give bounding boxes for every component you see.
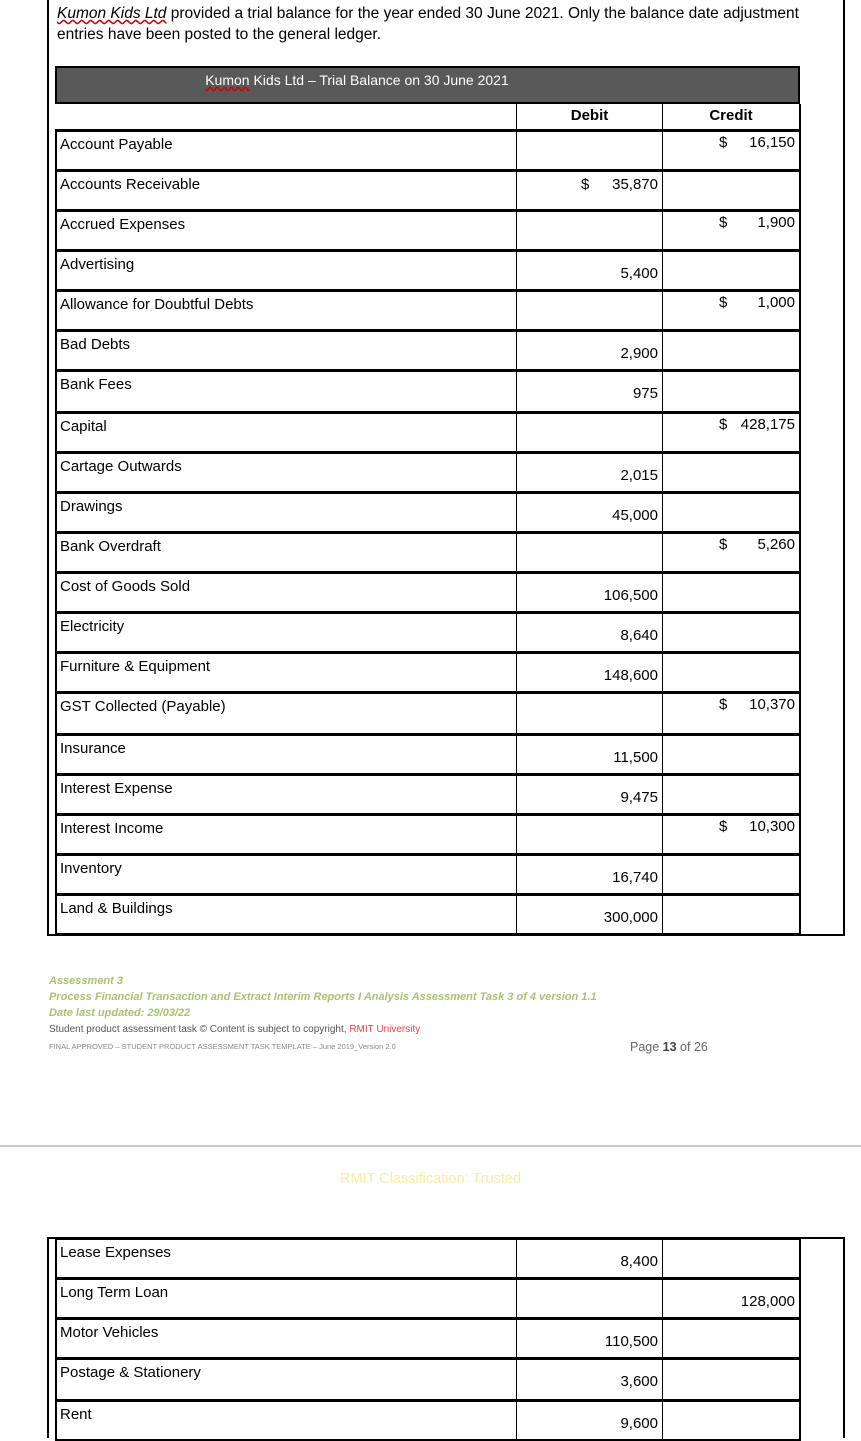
currency-symbol: $ (719, 536, 728, 553)
account-name: Capital (60, 418, 107, 435)
account-name: Account Payable (60, 136, 173, 153)
account-name: Interest Income (60, 820, 164, 837)
table-header-row (55, 104, 801, 131)
table-row (55, 1239, 801, 1279)
credit-cell (662, 855, 801, 895)
debit-cell (516, 211, 663, 251)
debit-cell (516, 653, 663, 693)
account-cell (55, 453, 517, 493)
table-row (55, 653, 801, 693)
debit-cell (516, 291, 663, 331)
debit-amount: 2,900 (620, 345, 658, 362)
account-name: Cartage Outwards (60, 458, 182, 475)
account-cell (55, 1401, 517, 1441)
debit-amount: 975 (632, 385, 658, 402)
debit-amount: 9,475 (620, 789, 658, 806)
table-row (55, 775, 801, 815)
credit-cell (662, 493, 801, 533)
account-cell (55, 251, 517, 291)
currency-symbol: $ (719, 818, 728, 835)
debit-cell (516, 331, 663, 371)
debit-amount: 148,600 (603, 667, 658, 684)
table-row (55, 331, 801, 371)
header-account-cell (55, 104, 517, 131)
debit-amount: 3,600 (620, 1373, 658, 1390)
page-number (630, 1040, 708, 1054)
debit-amount: 16,740 (612, 869, 658, 886)
credit-cell (662, 1401, 801, 1441)
debit-cell (516, 371, 663, 413)
classification-label: RMIT Classification: Trusted (339, 1171, 522, 1187)
account-name: Bank Overdraft (60, 538, 161, 555)
credit-cell (662, 895, 801, 935)
debit-amount: 9,600 (620, 1415, 658, 1432)
footer-rmit: RMIT University (349, 1024, 421, 1035)
debit-cell (516, 413, 663, 453)
credit-amount: 1,000 (757, 294, 795, 311)
table-row (55, 855, 801, 895)
debit-cell (516, 1319, 663, 1359)
table-row (55, 895, 801, 935)
account-name: Accrued Expenses (60, 216, 186, 233)
table-row (55, 1319, 801, 1359)
table-row (55, 371, 801, 413)
currency-symbol: $ (719, 214, 728, 231)
debit-amount: 2,015 (620, 467, 658, 484)
account-name: Accounts Receivable (60, 176, 201, 193)
page-current: 13 (662, 1040, 677, 1054)
credit-amount: 10,370 (749, 696, 795, 713)
credit-cell (662, 371, 801, 413)
debit-amount: 300,000 (603, 909, 658, 926)
currency-symbol: $ (581, 176, 590, 193)
table-row (55, 131, 801, 171)
account-cell (55, 855, 517, 895)
page-divider (0, 1145, 861, 1147)
credit-cell (662, 1359, 801, 1401)
intro-paragraph (57, 3, 837, 45)
intro-text: provided a trial balance for the year ended 30 June 2021. Only the balance date adjustment entries have been posted to the general ledger. (57, 5, 799, 43)
currency-symbol: $ (719, 134, 728, 151)
account-name: Drawings (60, 498, 123, 515)
table-row (55, 211, 801, 251)
debit-cell (516, 251, 663, 291)
account-name: Lease Expenses (60, 1244, 171, 1261)
table-row (55, 291, 801, 331)
currency-symbol: $ (719, 416, 728, 433)
credit-amount: 16,150 (749, 134, 795, 151)
debit-amount: 45,000 (612, 507, 658, 524)
page-of: of (676, 1040, 694, 1054)
credit-cell (662, 613, 801, 653)
table-row (55, 493, 801, 533)
credit-cell (662, 693, 801, 735)
account-cell (55, 1319, 517, 1359)
debit-cell (516, 1239, 663, 1279)
account-name: Electricity (60, 618, 125, 635)
table-row (55, 815, 801, 855)
account-cell (55, 1359, 517, 1401)
debit-cell (516, 895, 663, 935)
table-row (55, 735, 801, 775)
credit-cell (662, 573, 801, 613)
credit-cell (662, 291, 801, 331)
page-total: 26 (693, 1040, 708, 1054)
debit-amount: 8,640 (620, 627, 658, 644)
table-row (55, 1401, 801, 1441)
credit-cell (662, 131, 801, 171)
account-cell (55, 693, 517, 735)
account-cell (55, 1239, 517, 1279)
debit-cell (516, 693, 663, 735)
debit-cell (516, 131, 663, 171)
credit-cell (662, 815, 801, 855)
credit-cell (662, 453, 801, 493)
document-footer (49, 973, 729, 1053)
account-cell (55, 775, 517, 815)
credit-cell (662, 533, 801, 573)
footer-course: Process Financial Transaction and Extract Interim Reports I Analysis Assessment Task 3 of 4 version 1.1 (49, 991, 597, 1003)
credit-cell (662, 331, 801, 371)
footer-assessment: Assessment 3 (49, 975, 123, 987)
account-cell (55, 533, 517, 573)
credit-cell (662, 413, 801, 453)
debit-amount: 106,500 (603, 587, 658, 604)
account-name: Long Term Loan (60, 1284, 169, 1301)
debit-amount: 8,400 (620, 1253, 658, 1270)
table-row (55, 413, 801, 453)
table-row (55, 1359, 801, 1401)
account-name: Land & Buildings (60, 900, 173, 917)
table-row (55, 573, 801, 613)
table-row (55, 1279, 801, 1319)
account-cell (55, 171, 517, 211)
account-name: Interest Expense (60, 780, 173, 797)
debit-amount: 35,870 (612, 176, 658, 193)
footer-copyright-text: Student product assessment task © Content is subject to copyright, (49, 1024, 350, 1035)
table-row (55, 533, 801, 573)
debit-cell (516, 573, 663, 613)
account-name: Motor Vehicles (60, 1324, 159, 1341)
account-cell (55, 291, 517, 331)
account-name: Furniture & Equipment (60, 658, 211, 675)
table-row (55, 693, 801, 735)
credit-amount: 428,175 (740, 416, 795, 433)
credit-amount: 10,300 (749, 818, 795, 835)
debit-cell (516, 735, 663, 775)
credit-cell (662, 1319, 801, 1359)
table-title-bar (55, 66, 800, 104)
credit-cell (662, 775, 801, 815)
credit-header: Credit (709, 107, 753, 124)
credit-cell (662, 171, 801, 211)
account-name: Bank Fees (60, 376, 132, 393)
account-name: Inventory (60, 860, 122, 877)
account-cell (55, 493, 517, 533)
account-name: Postage & Stationery (60, 1364, 201, 1381)
account-cell (55, 331, 517, 371)
debit-cell (516, 855, 663, 895)
currency-symbol: $ (719, 696, 728, 713)
account-cell (55, 413, 517, 453)
account-cell (55, 131, 517, 171)
debit-amount: 110,500 (604, 1333, 658, 1350)
debit-cell (516, 171, 663, 211)
debit-cell (516, 613, 663, 653)
table-row (55, 171, 801, 211)
footer-copyright (49, 1023, 729, 1037)
credit-cell (662, 1279, 801, 1319)
currency-symbol: $ (719, 294, 728, 311)
header-credit-cell (662, 104, 801, 131)
credit-amount: 128,000 (740, 1293, 795, 1310)
account-cell (55, 371, 517, 413)
account-cell (55, 613, 517, 653)
footer-template: FINAL APPROVED – STUDENT PRODUCT ASSESSMENT TASK TEMPLATE – June 2019_Version 2.0 (49, 1042, 396, 1051)
account-cell (55, 573, 517, 613)
debit-amount: 5,400 (620, 265, 658, 282)
account-name: Rent (60, 1406, 92, 1423)
table-row (55, 453, 801, 493)
account-name: GST Collected (Payable) (60, 698, 226, 715)
account-name: Cost of Goods Sold (60, 578, 191, 595)
debit-header: Debit (570, 107, 609, 124)
credit-amount: 5,260 (757, 536, 795, 553)
credit-cell (662, 211, 801, 251)
credit-cell (662, 1239, 801, 1279)
debit-cell (516, 533, 663, 573)
debit-cell (516, 453, 663, 493)
debit-amount: 11,500 (613, 749, 658, 766)
account-name: Advertising (60, 256, 135, 273)
table-title (57, 68, 657, 106)
account-name: Bad Debts (60, 336, 131, 353)
account-cell (55, 1279, 517, 1319)
debit-cell (516, 493, 663, 533)
debit-cell (516, 1279, 663, 1319)
header-debit-cell (516, 104, 663, 131)
company-name: Kumon Kids Ltd (57, 5, 167, 22)
account-cell (55, 735, 517, 775)
debit-cell (516, 1401, 663, 1441)
credit-amount: 1,900 (757, 214, 795, 231)
debit-cell (516, 1359, 663, 1401)
debit-cell (516, 815, 663, 855)
table-row (55, 251, 801, 291)
debit-cell (516, 775, 663, 815)
credit-cell (662, 653, 801, 693)
page-label: Page (630, 1040, 663, 1054)
table-title-company: Kumon (205, 72, 250, 88)
table-title-rest: Kids Ltd – Trial Balance on 30 June 2021 (249, 72, 509, 88)
credit-cell (662, 251, 801, 291)
account-cell (55, 815, 517, 855)
account-name: Insurance (60, 740, 126, 757)
account-name: Allowance for Doubtful Debts (60, 296, 254, 313)
account-cell (55, 895, 517, 935)
account-cell (55, 653, 517, 693)
table-row (55, 613, 801, 653)
credit-cell (662, 735, 801, 775)
account-cell (55, 211, 517, 251)
footer-date: Date last updated: 29/03/22 (49, 1007, 191, 1019)
